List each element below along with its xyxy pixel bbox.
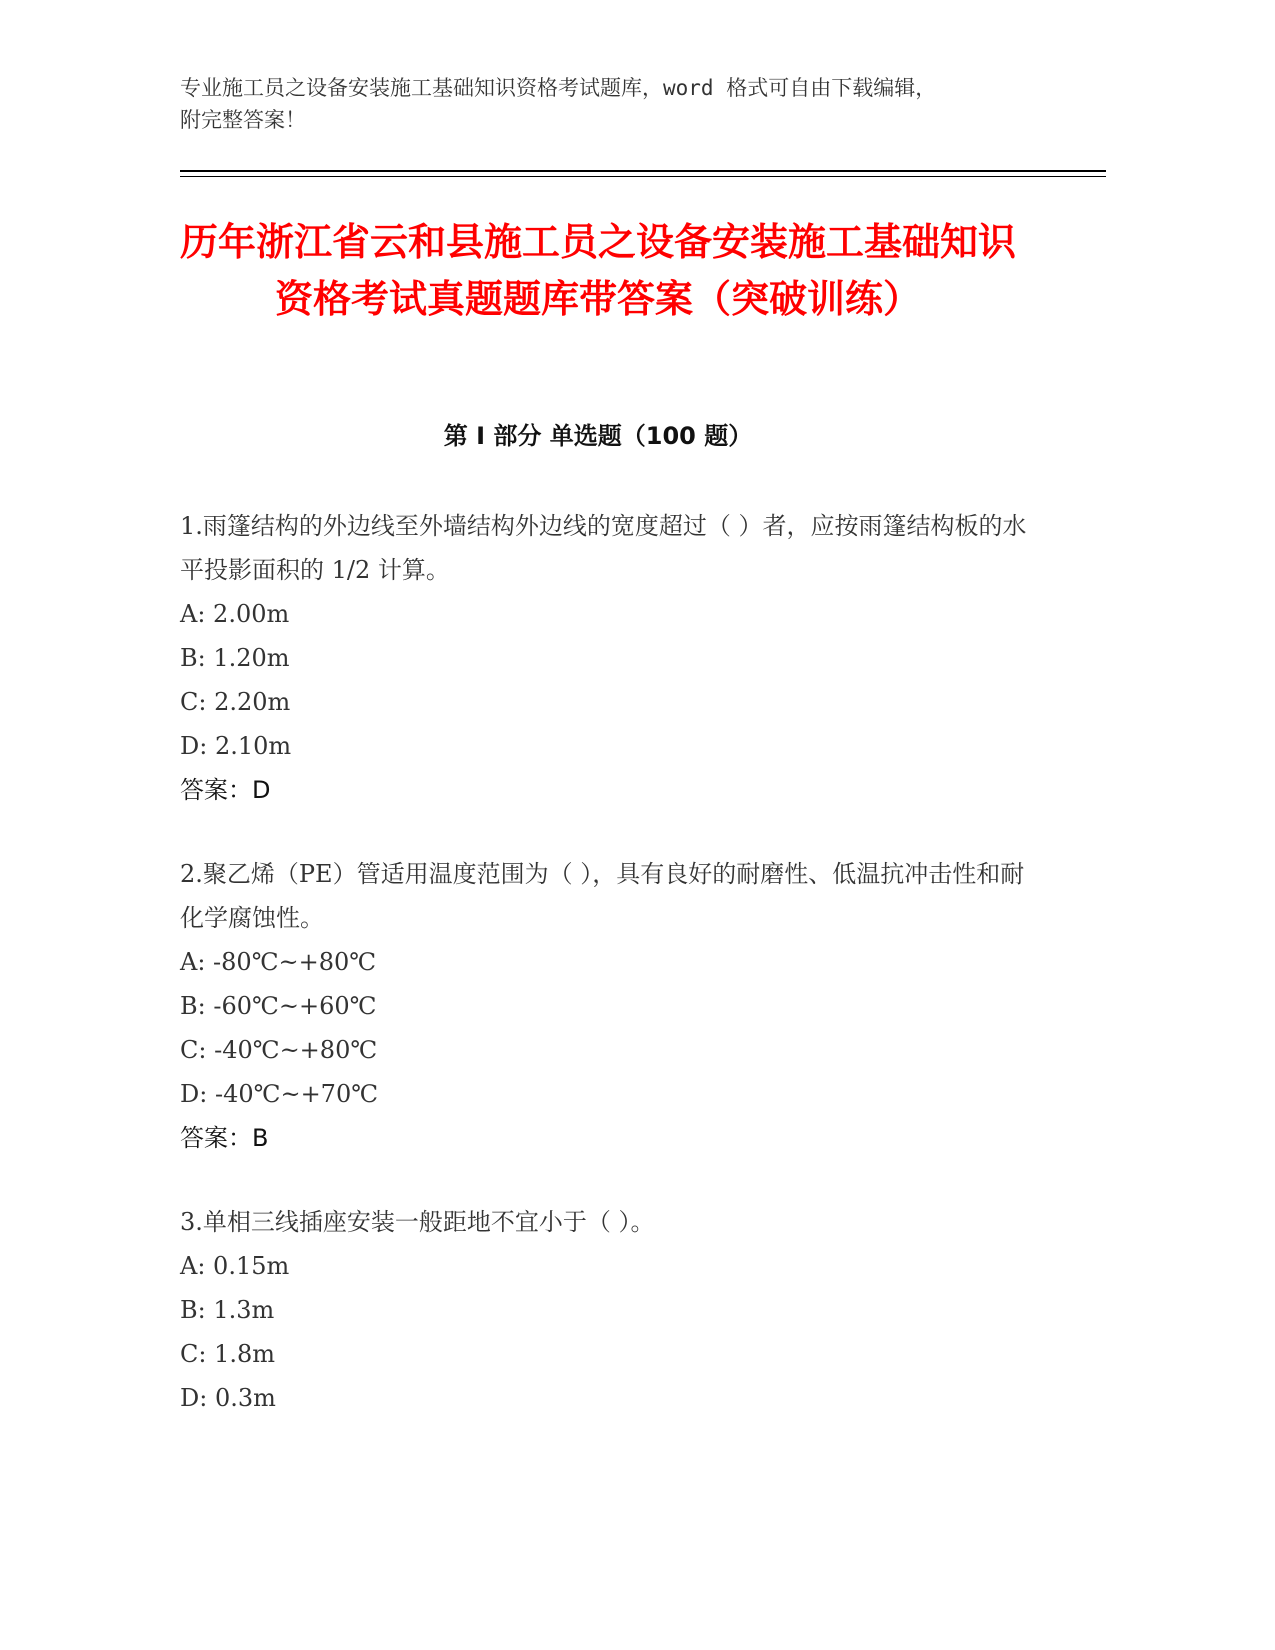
header-note [180, 72, 1060, 136]
header-divider-thick [180, 170, 1106, 172]
option-c: C: 1.8m [180, 1340, 276, 1368]
question-list [180, 504, 1036, 1460]
question-2 [180, 852, 1036, 1160]
option-d: D: 0.3m [180, 1384, 276, 1412]
option-b: B: 1.3m [180, 1296, 275, 1324]
header-note-line-2: 附完整答案！ [180, 108, 306, 132]
document-title: 历年浙江省云和县施工员之设备安装施工基础知识资格考试真题题库带答案（突破训练） [180, 220, 1017, 321]
option-a: A: -80℃~+80℃ [180, 948, 377, 976]
question-3 [180, 1200, 1036, 1420]
answer-label: 答案：D [180, 776, 271, 804]
question-stem: 2.聚乙烯（PE）管适用温度范围为（ ），具有良好的耐磨性、低温抗冲击性和耐化学腐蚀性。 [180, 860, 1025, 932]
option-c: C: -40℃~+80℃ [180, 1036, 378, 1064]
option-a: A: 0.15m [180, 1252, 290, 1280]
option-c: C: 2.20m [180, 688, 291, 716]
option-d: D: 2.10m [180, 732, 292, 760]
header-note-line-1: 专业施工员之设备安装施工基础知识资格考试题库，word 格式可自由下载编辑， [180, 76, 937, 100]
option-b: B: 1.20m [180, 644, 290, 672]
header-divider-thin [180, 176, 1106, 177]
section-title: 第 I 部分 单选题（100 题） [443, 422, 753, 450]
option-d: D: -40℃~+70℃ [180, 1080, 379, 1108]
question-1 [180, 504, 1036, 812]
question-stem: 1.雨篷结构的外边线至外墙结构外边线的宽度超过（ ）者，应按雨篷结构板的水平投影面积的 1/2 计算。 [180, 512, 1027, 584]
question-stem: 3.单相三线插座安装一般距地不宜小于（ ）。 [180, 1208, 655, 1236]
option-b: B: -60℃~+60℃ [180, 992, 377, 1020]
answer-label: 答案：B [180, 1124, 269, 1152]
option-a: A: 2.00m [180, 600, 290, 628]
